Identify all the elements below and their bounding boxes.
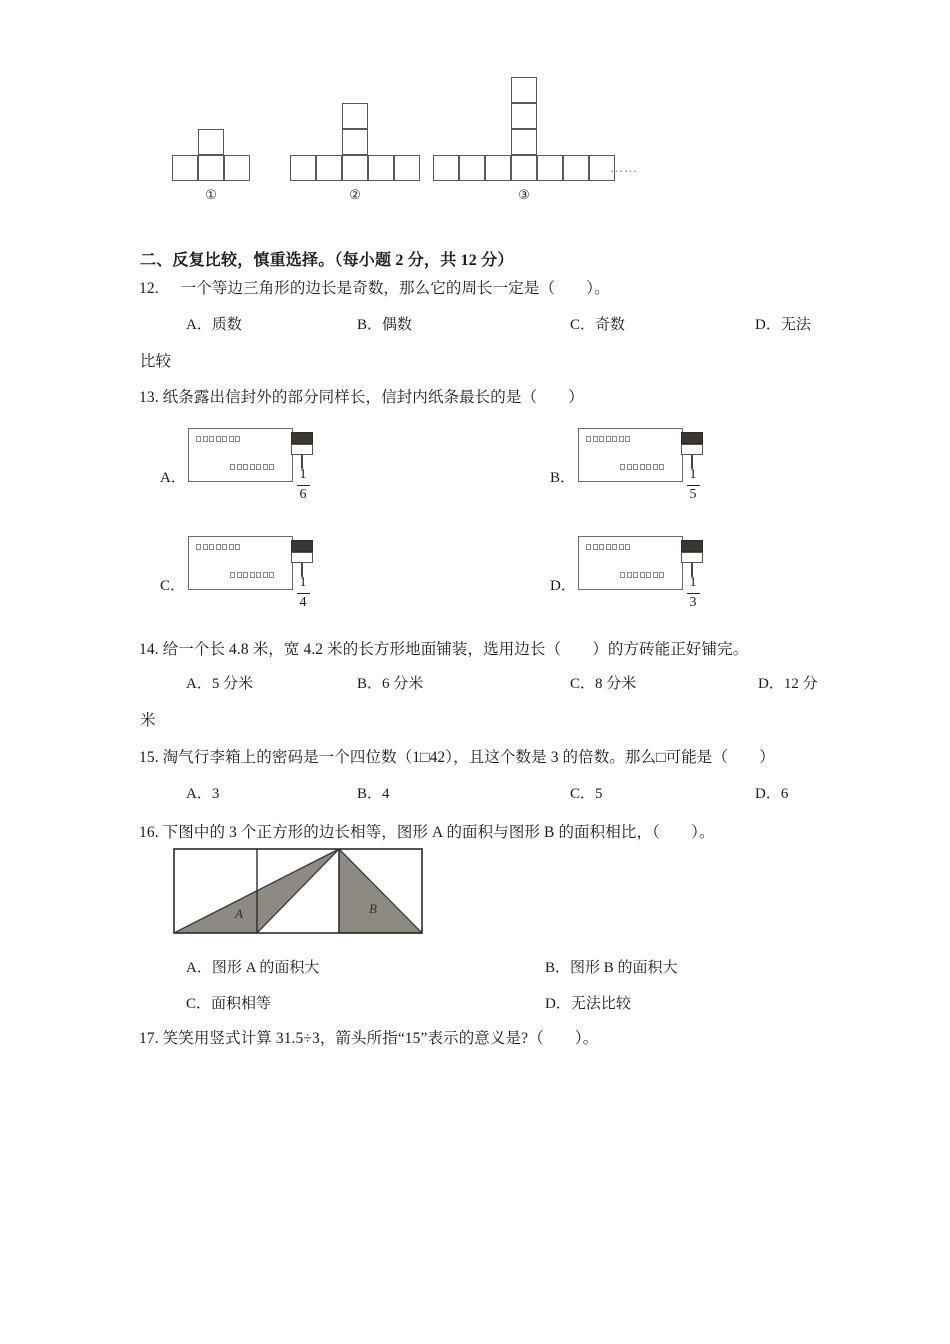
envelope-text-line-1 xyxy=(196,436,240,442)
fraction-label xyxy=(294,468,312,503)
envelope-text-line-2 xyxy=(230,464,274,470)
question-17-stem: 笑笑用竖式计算 31.5÷3，箭头所指“15”表示的意义是?（ ）。 xyxy=(162,1030,599,1047)
tile-cell xyxy=(511,77,537,103)
option-letter: C． xyxy=(160,578,186,594)
question-16-option-d[interactable]: D．无法比较 xyxy=(545,996,631,1012)
fraction-bar xyxy=(687,485,700,486)
tile-cell xyxy=(511,155,537,181)
question-13-option-b[interactable] xyxy=(550,424,710,519)
tile-cell xyxy=(342,155,368,181)
option-letter: A． xyxy=(160,470,186,486)
paper-strip-dark xyxy=(291,432,313,444)
question-15-option-c[interactable]: C．5 xyxy=(570,786,603,802)
tile-cell xyxy=(459,155,485,181)
envelope-text-line-1 xyxy=(586,436,630,442)
figure-svg xyxy=(173,848,423,934)
question-16-option-b[interactable]: B．图形 B 的面积大 xyxy=(545,960,678,976)
question-13-option-a[interactable] xyxy=(160,424,320,519)
question-13-stem: 纸条露出信封外的部分同样长，信封内纸条最长的是（ ） xyxy=(162,389,584,406)
triangle-a-label: A xyxy=(235,906,243,921)
fraction-denominator: 4 xyxy=(299,595,307,611)
fraction-numerator: 1 xyxy=(299,575,307,590)
fraction-bar xyxy=(687,593,700,594)
question-12-stem: 一个等边三角形的边长是奇数，那么它的周长一定是（ ）。 xyxy=(180,280,610,297)
tile-cell xyxy=(563,155,589,181)
question-15-option-a[interactable]: A．3 xyxy=(186,786,220,802)
three-squares-triangles-figure xyxy=(173,848,423,934)
question-12-option-a[interactable]: A．质数 xyxy=(186,317,242,333)
tile-cell xyxy=(511,103,537,129)
tile-cell xyxy=(172,155,198,181)
figure-label-2: ② xyxy=(349,187,361,202)
option-letter: D． xyxy=(550,578,576,594)
fraction-denominator: 3 xyxy=(689,595,697,611)
envelope-text-line-1 xyxy=(196,544,240,550)
question-13-option-d[interactable] xyxy=(550,532,710,627)
question-15-option-d[interactable]: D．6 xyxy=(755,786,789,802)
envelope-text-line-2 xyxy=(230,572,274,578)
paper-strip-dark xyxy=(681,432,703,444)
tile-cell xyxy=(433,155,459,181)
question-16-option-c[interactable]: C．面积相等 xyxy=(186,996,272,1012)
question-16 xyxy=(139,821,715,844)
question-16-option-a[interactable]: A．图形 A 的面积大 xyxy=(186,960,320,976)
fraction-numerator: 1 xyxy=(299,467,307,482)
fraction-numerator: 1 xyxy=(689,467,697,482)
question-16-stem: 下图中的 3 个正方形的边长相等，图形 A 的面积与图形 B 的面积相比，（ ）。 xyxy=(162,824,715,841)
question-12-option-d-wrap[interactable]: 比较 xyxy=(140,353,172,370)
fraction-denominator: 5 xyxy=(689,487,697,503)
paper-strip-light xyxy=(681,444,703,455)
tile-cell xyxy=(316,155,342,181)
question-17 xyxy=(139,1027,598,1050)
question-16-number: 16. xyxy=(139,824,159,841)
tile-cell xyxy=(342,129,368,155)
question-14 xyxy=(139,638,748,661)
paper-strip-light xyxy=(681,552,703,563)
question-12-number: 12. xyxy=(139,280,159,297)
question-12-option-c[interactable]: C．奇数 xyxy=(570,317,626,333)
section-heading: 二、反复比较，慎重选择。（每小题 2 分，共 12 分） xyxy=(140,252,514,269)
question-14-number: 14. xyxy=(139,641,159,658)
paper-strip-light xyxy=(291,552,313,563)
tile-cell xyxy=(537,155,563,181)
tile-cell xyxy=(198,129,224,155)
paper-strip-dark xyxy=(291,540,313,552)
question-17-number: 17. xyxy=(139,1030,159,1047)
triangle-b-label: B xyxy=(369,901,377,916)
sequence-ellipsis: …… xyxy=(610,160,638,175)
option-letter: B． xyxy=(550,470,576,486)
question-12-option-b[interactable]: B．偶数 xyxy=(357,317,413,333)
tile-cell xyxy=(224,155,250,181)
paper-strip-light xyxy=(291,444,313,455)
question-13 xyxy=(139,386,584,409)
fraction-label xyxy=(684,576,702,611)
tile-cell xyxy=(394,155,420,181)
question-14-option-d-wrap[interactable]: 米 xyxy=(140,712,156,729)
fraction-label xyxy=(294,576,312,611)
figure-label-1: ① xyxy=(205,187,217,202)
question-12 xyxy=(139,277,610,300)
question-15-stem: 淘气行李箱上的密码是一个四位数（1□42），且这个数是 3 的倍数。那么□可能是（ ） xyxy=(162,749,775,766)
question-13-option-c[interactable] xyxy=(160,532,320,627)
question-12-option-d[interactable]: D．无法 xyxy=(755,317,811,333)
envelope-text-line-1 xyxy=(586,544,630,550)
question-14-option-c[interactable]: C．8 分米 xyxy=(570,676,637,692)
tile-cell xyxy=(368,155,394,181)
figure-label-3: ③ xyxy=(518,187,530,202)
paper-strip-dark xyxy=(681,540,703,552)
tile-cell xyxy=(485,155,511,181)
fraction-denominator: 6 xyxy=(299,487,307,503)
fraction-bar xyxy=(297,593,310,594)
question-15-option-b[interactable]: B．4 xyxy=(357,786,390,802)
fraction-bar xyxy=(297,485,310,486)
fraction-label xyxy=(684,468,702,503)
fraction-numerator: 1 xyxy=(689,575,697,590)
envelope-text-line-2 xyxy=(620,464,664,470)
envelope-text-line-2 xyxy=(620,572,664,578)
question-15 xyxy=(139,746,775,769)
question-14-option-d[interactable]: D．12 分 xyxy=(758,676,818,692)
tile-cell xyxy=(198,155,224,181)
question-14-option-b[interactable]: B．6 分米 xyxy=(357,676,424,692)
question-14-option-a[interactable]: A．5 分米 xyxy=(186,676,254,692)
question-13-number: 13. xyxy=(139,389,159,406)
tile-pattern-sequence xyxy=(150,105,710,230)
question-14-stem: 给一个长 4.8 米，宽 4.2 米的长方形地面铺装，选用边长（ ）的方砖能正好铺完。 xyxy=(162,641,749,658)
tile-cell xyxy=(511,129,537,155)
tile-cell xyxy=(290,155,316,181)
question-15-number: 15. xyxy=(139,749,159,766)
tile-cell xyxy=(342,103,368,129)
